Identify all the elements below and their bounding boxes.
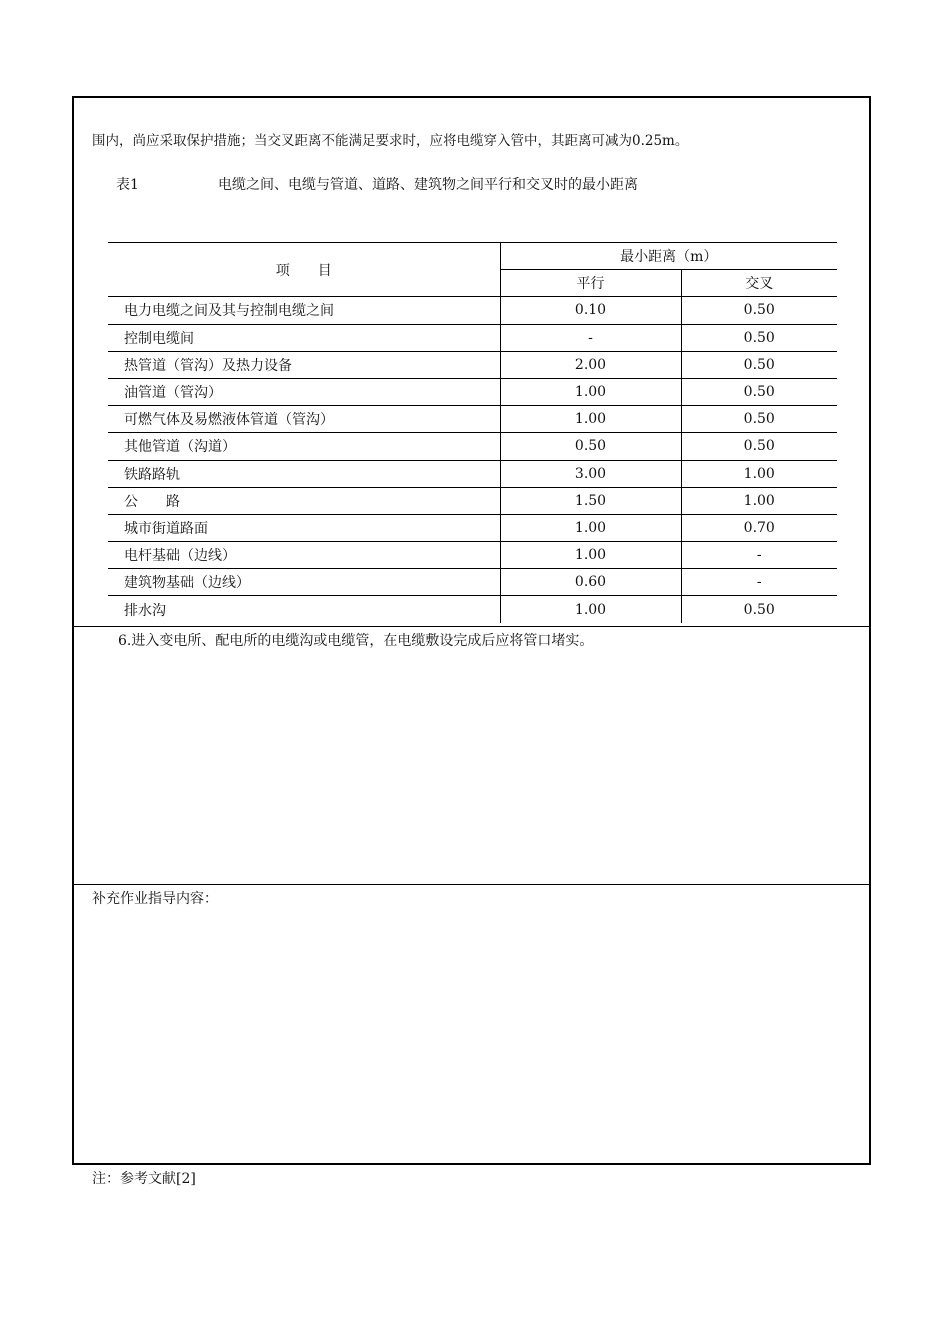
table-row [108, 487, 837, 514]
table-row [108, 433, 837, 460]
row-item: 控制电缆间 [108, 324, 500, 351]
row-parallel: - [500, 324, 681, 351]
header-min-distance: 最小距离（m） [500, 243, 837, 270]
row-item: 其他管道（沟道） [108, 433, 500, 460]
table-row [108, 351, 837, 378]
row-parallel: 1.50 [500, 487, 681, 514]
table-row [108, 514, 837, 541]
row-cross: 0.50 [681, 324, 837, 351]
row-item: 城市街道路面 [108, 514, 500, 541]
row-item: 公 路 [108, 487, 500, 514]
row-item: 铁路路轨 [108, 460, 500, 487]
table-header-row [108, 243, 837, 270]
row-parallel: 1.00 [500, 596, 681, 623]
row-parallel: 1.00 [500, 542, 681, 569]
row-item: 热管道（管沟）及热力设备 [108, 351, 500, 378]
row-cross: 0.50 [681, 351, 837, 378]
min-distance-table [108, 242, 837, 623]
row-item: 油管道（管沟） [108, 378, 500, 405]
table-row [108, 297, 837, 324]
table-caption-label: 表1 [116, 177, 139, 193]
row-cross: 0.50 [681, 378, 837, 405]
row-parallel: 0.50 [500, 433, 681, 460]
header-parallel: 平行 [500, 270, 681, 297]
row-cross: 0.50 [681, 433, 837, 460]
supplement-label: 补充作业指导内容： [92, 891, 218, 907]
row-parallel: 0.10 [500, 297, 681, 324]
table-row [108, 596, 837, 623]
row-item: 电力电缆之间及其与控制电缆之间 [108, 297, 500, 324]
header-cross: 交叉 [681, 270, 837, 297]
table-row [108, 569, 837, 596]
row-cross: 0.50 [681, 406, 837, 433]
row-parallel: 1.00 [500, 378, 681, 405]
row-cross: 1.00 [681, 460, 837, 487]
footnote: 注：参考文献[2] [92, 1171, 196, 1187]
row-item: 可燃气体及易燃液体管道（管沟） [108, 406, 500, 433]
section-divider [74, 626, 869, 627]
table-caption-text: 电缆之间、电缆与管道、道路、建筑物之间平行和交叉时的最小距离 [218, 177, 638, 193]
table-row [108, 406, 837, 433]
row-item: 建筑物基础（边线） [108, 569, 500, 596]
table-row [108, 324, 837, 351]
table-row [108, 542, 837, 569]
document-frame [72, 96, 871, 1165]
row-parallel: 0.60 [500, 569, 681, 596]
section-divider [74, 884, 869, 885]
row-parallel: 3.00 [500, 460, 681, 487]
row-parallel: 1.00 [500, 514, 681, 541]
row-cross: 1.00 [681, 487, 837, 514]
row-cross: - [681, 542, 837, 569]
row-cross: - [681, 569, 837, 596]
note-item-6: 6.进入变电所、配电所的电缆沟或电缆管，在电缆敷设完成后应将管口堵实。 [118, 633, 594, 649]
table-row [108, 378, 837, 405]
intro-paragraph: 围内，尚应采取保护措施；当交叉距离不能满足要求时，应将电缆穿入管中，其距离可减为0.25m。 [92, 133, 689, 149]
row-parallel: 1.00 [500, 406, 681, 433]
row-item: 排水沟 [108, 596, 500, 623]
row-item: 电杆基础（边线） [108, 542, 500, 569]
row-cross: 0.50 [681, 596, 837, 623]
row-parallel: 2.00 [500, 351, 681, 378]
row-cross: 0.70 [681, 514, 837, 541]
header-item: 项 目 [108, 243, 500, 297]
row-cross: 0.50 [681, 297, 837, 324]
table-row [108, 460, 837, 487]
